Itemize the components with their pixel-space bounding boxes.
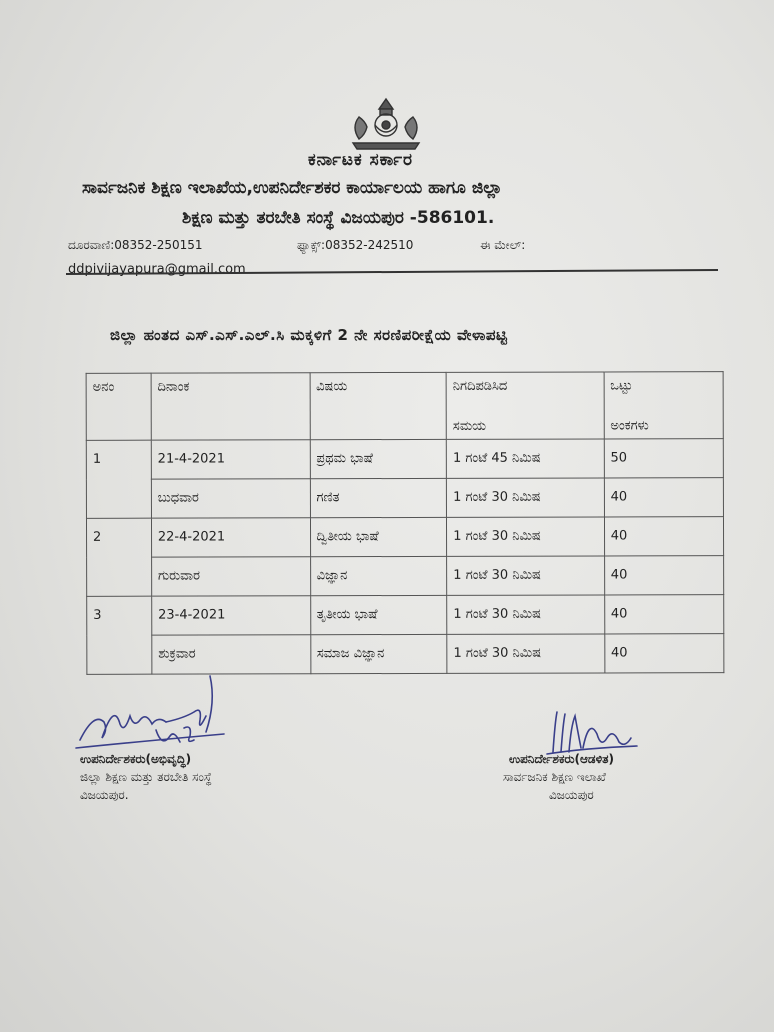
day-cell: ಬುಧವಾರ bbox=[151, 479, 310, 518]
table-row bbox=[86, 439, 723, 480]
serial-cell: 2 bbox=[86, 518, 151, 596]
header-marks bbox=[604, 372, 724, 439]
duration-cell: 1 ಗಂಟೆ 30 ನಿಮಿಷ bbox=[447, 556, 605, 595]
date-cell: 23-4-2021 bbox=[152, 596, 311, 635]
subject-cell: ಪ್ರಥಮ ಭಾಷೆ bbox=[310, 439, 447, 478]
header-serial: ಅನಂ bbox=[86, 373, 151, 440]
table-header-row bbox=[86, 372, 723, 441]
karnataka-emblem-icon bbox=[345, 95, 427, 151]
marks-cell: 40 bbox=[604, 478, 723, 517]
government-name: ಕರ್ನಾಟಕ ಸರ್ಕಾರ bbox=[308, 150, 414, 170]
table-row bbox=[86, 478, 723, 519]
table-row bbox=[86, 517, 723, 558]
header-subject: ವಿಷಯ bbox=[310, 372, 447, 439]
serial-cell: 3 bbox=[87, 596, 152, 674]
header-duration-line1: ನಿಗದಿಪಡಿಸಿದ bbox=[452, 378, 508, 394]
subject-cell: ವಿಜ್ಞಾನ bbox=[310, 556, 447, 595]
subject-cell: ಗಣಿತ bbox=[310, 478, 447, 517]
serial-cell: 1 bbox=[86, 440, 151, 518]
document-subject: ಜಿಲ್ಲಾ ಹಂತದ ಎಸ್.ಎಸ್.ಎಲ್.ಸಿ ಮಕ್ಕಳಿಗೆ 2 ನೇ ಸರಣಿಪರೀಕ್ಷೆಯ ವೇಳಾಪಟ್ಟಿ bbox=[110, 326, 508, 344]
header-date: ದಿನಾಂಕ bbox=[151, 373, 310, 440]
subject-cell: ಸಮಾಜ ವಿಜ್ಞಾನ bbox=[310, 634, 447, 673]
left-signatory-place: ವಿಜಯಪುರ. bbox=[80, 788, 129, 802]
duration-cell: 1 ಗಂಟೆ 45 ನಿಮಿಷ bbox=[446, 439, 604, 478]
header-duration-line2: ಸಮಯ bbox=[452, 418, 487, 434]
header-marks-line2: ಅಂಕಗಳು bbox=[610, 418, 649, 434]
right-signature-icon bbox=[545, 708, 640, 758]
exam-schedule-table bbox=[86, 371, 725, 675]
right-signatory-place: ವಿಜಯಪುರ bbox=[549, 788, 594, 802]
table-row bbox=[87, 634, 724, 675]
marks-cell: 40 bbox=[604, 556, 723, 595]
phone-number: ದೂರವಾಣಿ:08352-250151 bbox=[68, 238, 203, 252]
department-line-2: ಶಿಕ್ಷಣ ಮತ್ತು ತರಬೇತಿ ಸಂಸ್ಥೆ ವಿಜಯಪುರ -586101. bbox=[182, 208, 495, 228]
department-line-1: ಸಾರ್ವಜನಿಕ ಶಿಕ್ಷಣ ಇಲಾಖೆಯ,ಉಪನಿರ್ದೇಶಕರ ಕಾರ್ಯಾಲಯ ಹಾಗೂ ಜಿಲ್ಲಾ bbox=[82, 178, 503, 198]
left-signatory-title: ಉಪನಿರ್ದೇಶಕರು(ಅಭಿವೃದ್ಧಿ) bbox=[80, 752, 192, 766]
email-label: ಈ ಮೇಲ್: bbox=[480, 238, 526, 252]
right-signatory-office: ಸಾರ್ವಜನಿಕ ಶಿಕ್ಷಣ ಇಲಾಖೆ bbox=[503, 770, 606, 784]
header-marks-line1: ಒಟ್ಟು bbox=[610, 378, 633, 394]
subject-cell: ದ್ವಿತೀಯ ಭಾಷೆ bbox=[310, 517, 447, 556]
table-row bbox=[87, 556, 724, 597]
subject-cell: ತೃತೀಯ ಭಾಷೆ bbox=[310, 595, 447, 634]
left-signature-icon bbox=[74, 672, 229, 754]
marks-cell: 40 bbox=[604, 595, 723, 634]
duration-cell: 1 ಗಂಟೆ 30 ನಿಮಿಷ bbox=[447, 595, 605, 634]
right-signatory-title: ಉಪನಿರ್ದೇಶಕರು(ಆಡಳಿತ) bbox=[509, 752, 614, 766]
header-duration bbox=[446, 372, 604, 439]
date-cell: 21-4-2021 bbox=[151, 440, 310, 479]
table-row bbox=[87, 595, 724, 636]
fax-number: ಫ್ಯಾಕ್ಸ್:08352-242510 bbox=[297, 238, 414, 252]
day-cell: ಶುಕ್ರವಾರ bbox=[152, 635, 311, 674]
day-cell: ಗುರುವಾರ bbox=[151, 557, 310, 596]
duration-cell: 1 ಗಂಟೆ 30 ನಿಮಿಷ bbox=[447, 517, 605, 556]
marks-cell: 40 bbox=[604, 634, 723, 673]
date-cell: 22-4-2021 bbox=[151, 518, 310, 557]
left-signatory-office: ಜಿಲ್ಲಾ ಶಿಕ್ಷಣ ಮತ್ತು ತರಬೇತಿ ಸಂಸ್ಥೆ bbox=[80, 770, 212, 784]
duration-cell: 1 ಗಂಟೆ 30 ನಿಮಿಷ bbox=[447, 478, 605, 517]
duration-cell: 1 ಗಂಟೆ 30 ನಿಮಿಷ bbox=[447, 634, 605, 673]
email-address: ddpivijayapura@gmail.com bbox=[68, 262, 246, 277]
marks-cell: 40 bbox=[604, 517, 723, 556]
marks-cell: 50 bbox=[604, 439, 723, 478]
